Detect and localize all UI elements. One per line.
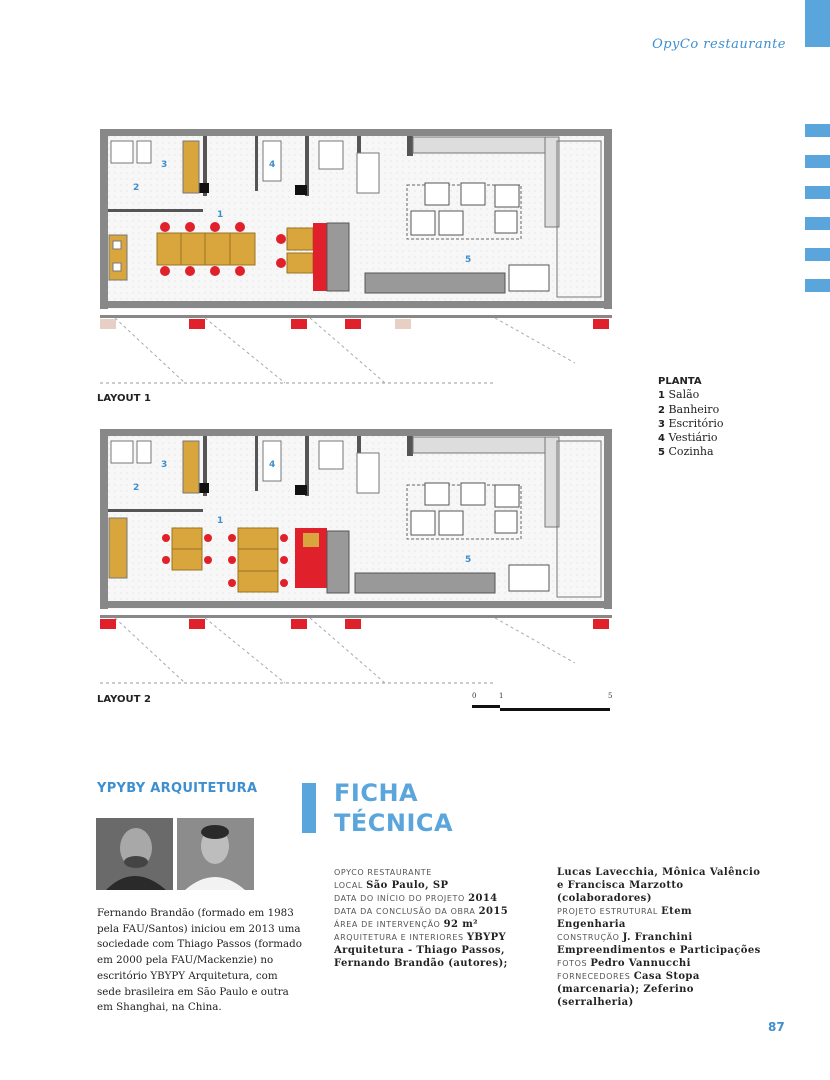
room-number-1: 1: [217, 210, 224, 220]
ficha-column-1: OPYCO RESTAURANTE LOCAL São Paulo, SP DATA DO INÍCIO DO PROJETO 2014 DATA DA CONCLUSÃO DA OBRA 2015 ÁREA DE INTERVENÇÃO 92 m² ARQUITETURA E INTERIORES YBYPY Arquitetura - Thiago Passos, Fernando Brandão (autores);: [334, 868, 509, 969]
section-tab: [805, 0, 830, 47]
legend-item: 5 Cozinha: [658, 445, 714, 459]
room-number-2: 2: [133, 183, 140, 193]
ficha-column-2: Lucas Lavecchia, Mônica Valêncio e Francisca Marzotto (colaboradores) PROJETO ESTRUTURAL Etem Engenharia CONSTRUÇÃO J. Franchini Empreendimentos e Participações FOTOS Pedro Vannucchi FORNECEDORES Casa Stopa (marcenaria); Zeferino (serralheria): [557, 867, 761, 1008]
svg-text:3: 3: [161, 460, 168, 470]
page-number: 87: [768, 1020, 785, 1034]
scale-bar: 0 1 5: [472, 692, 612, 714]
layout-1-label: LAYOUT 1: [97, 393, 151, 404]
ficha-accent-bar: [302, 783, 316, 833]
legend-item: 2 Banheiro: [658, 402, 720, 416]
room-number-5: 5: [465, 255, 472, 265]
thumb-index-tabs: [805, 124, 830, 310]
ficha-title: FICHA TÉCNICA: [334, 779, 454, 837]
svg-text:5: 5: [465, 555, 472, 565]
room-number-4: 4: [269, 160, 276, 170]
section-title: OpyCo restaurante: [652, 37, 786, 52]
legend-item: 1 Salão: [658, 388, 700, 402]
office-title: YPYBY ARQUITETURA: [97, 781, 258, 796]
portrait-photo-1: [96, 818, 173, 890]
floor-plan-layout-2: [95, 423, 615, 693]
layout-2-label: LAYOUT 2: [97, 694, 151, 705]
svg-text:2: 2: [133, 483, 140, 493]
svg-text:1: 1: [217, 516, 224, 526]
plan-legend: [658, 375, 724, 460]
room-number-3: 3: [161, 160, 168, 170]
floor-plan-layout-1: [95, 123, 615, 393]
portrait-photo-2: [177, 818, 254, 890]
legend-heading: PLANTA: [658, 376, 702, 387]
legend-item: 3 Escritório: [658, 416, 724, 430]
svg-text:4: 4: [269, 460, 276, 470]
legend-item: 4 Vestiário: [658, 431, 718, 445]
office-bio: Fernando Brandão (formado em 1983 pela FAU/Santos) iniciou em 2013 uma sociedade com Thiago Passos (formado em 2000 pela FAU/Mackenzie) no escritório YBYPY Arquitetura, com sede brasileira em São Paulo e outra em Shanghai, na China.: [97, 907, 302, 1014]
